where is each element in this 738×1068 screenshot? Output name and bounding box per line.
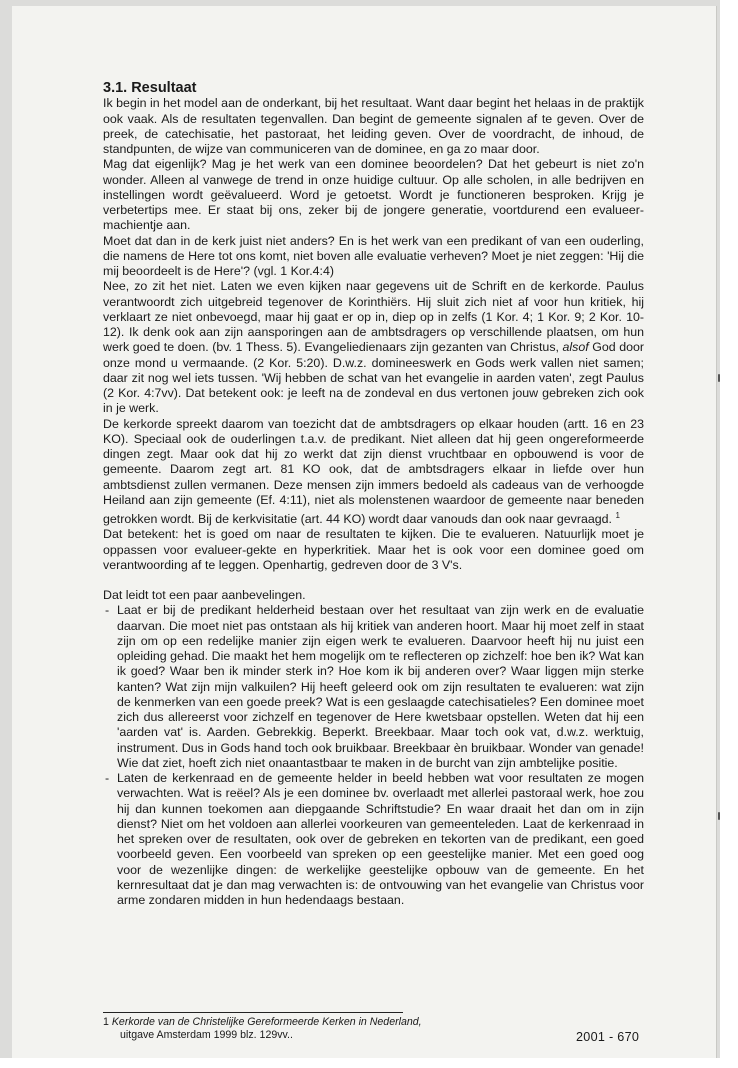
list-item: - Laten de kerkenraad en de gemeente helder in beeld hebben wat voor resultaten ze mogen verwachten. Wat is reëel? Als je een dominee bv. overlaadt met allerlei pastoraal werk, hoe zou hij dan kunnen toekomen aan diepgaande Schriftstudie? En waar draait het dan om in zijn dienst? Niet om het voldoen aan allerlei voorkeuren van gemeenteleden. Laat de kerkenraad in het spreken over de resultaten, ook over de gebreken en tekorten van de predikant, een goed voorbeeld geven. Een voorbeeld van spreken op een geestelijke manier. Met een goed oog voor de wezenlijke dingen: de werkelijke geestelijke opbouw van de gemeente. En het kernresultaat dat je dan mag verwachten is: de ontvouwing van het evangelie van Christus voor arme zondaren midden in hun hedendaags bestaan. bbox=[103, 771, 644, 908]
section-heading: 3.1. Resultaat bbox=[103, 80, 197, 96]
footnote bbox=[103, 1016, 422, 1042]
paragraph-gap bbox=[103, 573, 644, 588]
page-number: 2001 - 670 bbox=[576, 1030, 640, 1044]
paragraph-4 bbox=[103, 279, 644, 416]
paragraph-5 bbox=[103, 417, 644, 528]
emphasis-alsof: alsof bbox=[562, 340, 589, 355]
article-body bbox=[103, 81, 644, 908]
recommendations-intro: Dat leidt tot een paar aanbevelingen. bbox=[103, 588, 306, 603]
paragraph-3: Moet dat dan in de kerk juist niet anders? En is het werk van een predikant of van een ouderling, die namens de Here tot ons komt, niet boven alle evaluatie verheven? Moet je niet zeggen: 'Hij die mij beoordeelt is de Here'? (vgl. 1 Kor.4:4) bbox=[103, 233, 644, 278]
scan-speck bbox=[718, 812, 720, 820]
scan-edge-bottom bbox=[0, 1058, 738, 1068]
paragraph-6: Dat betekent: het is goed om naar de resultaten te kijken. Die te evalueren. Natuurlijk moet je oppassen voor evalueer-gekte en hyperkritiek. Maar het is ook voor een dominee goed om verantwoording af te leggen. Openhartig, gedreven door de 3 V's. bbox=[103, 527, 644, 572]
footnote-title: Kerkorde van de Christelijke Gereformeerde Kerken in Nederland, bbox=[111, 1016, 422, 1028]
footnote-publisher: uitgave Amsterdam 1999 blz. 129vv.. bbox=[120, 1029, 293, 1041]
list-item: - Laat er bij de predikant helderheid bestaan over het resultaat van zijn werk en de evaluatie daarvan. Die moet niet pas ontstaan als hij kritiek van anderen hoort. Maar hij moet zelf in staat zijn om op een redelijke manier zijn eigen werk te evalueren. Daarvoor heeft hij nu juist een opleiding gehad. Die maakt het hem mogelijk om te reflecteren op zichzelf: hoe ben ik? Wat kan ik goed? Waar ben ik minder sterk in? Hoe kom ik bij anderen over? Waar liggen mijn sterke kanten? Wat zijn mijn valkuilen? Hij heeft geleerd ook om zijn resultaten te evalueren: wat zijn de kenmerken van een goede preek? Wat is een geslaagde catechisatieles? Een dominee moet zich dus allereerst voor zichzelf en tegenover de Here kwetsbaar opstellen. Weten dat hij een 'aarden vat' is. Aarden. Gebrekkig. Beperkt. Breekbaar. Maar toch ook vat, d.w.z. werktuig, instrument. Dus in Gods hand toch ook bruikbaar. Breekbaar èn bruikbaar. Wonder van genade! Wie dat ziet, hoeft zich niet onaantastbaar te maken in de burcht van zijn ambtelijke positie. bbox=[103, 603, 644, 771]
footnote-divider bbox=[103, 1012, 403, 1013]
footnote-reference[interactable]: 1 bbox=[615, 511, 620, 520]
recommendations-list bbox=[103, 603, 644, 908]
paragraph-5-text: De kerkorde spreekt daarom van toezicht dat de ambtsdragers op elkaar houden (artt. 16 en 23 KO). Speciaal ook de ouderlingen t.a.v. de predikant. Niet alleen dat hij geen ongereformeerde dingen zegt. Maar ook dat hij zo werkt dat zijn dienst vruchtbaar en opbouwend is voor de gemeente. Daarom zegt art. 81 KO ook, dat de ambtsdragers elkaar in liefde over hun ambtsdienst zullen vermanen. Deze mensen zijn immers bedoeld als cadeaus van de verhoogde Heiland aan zijn gemeente (Ef. 4:11), niet als molenstenen waardoor de gemeente naar beneden getrokken wordt. Bij de kerkvisitatie (art. 44 KO) wordt daar vanouds dan ook naar gevraagd. bbox=[103, 416, 644, 527]
scan-edge-right bbox=[720, 0, 738, 1068]
paragraph-4-start: Nee, zo zit het niet. Laten we even kijken naar gegevens uit de Schrift en de kerkorde. Paulus verantwoordt zich uitgebreid tegenover de Korinthiërs. Hij sluit zich niet af voor hun kritiek, hij verklaart ze niet onbevoegd, maar hij gaat er op in, diep op in zelfs (1 Kor. 4; 1 Kor. 9; 2 Kor. 10-12). Ik denk ook aan zijn aansporingen aan de ambtsdragers op verschillende plaatsen, om hun werk goed te doen. (bv. 1 Thess. 5). Evangeliedienaars zijn gezanten van Christus, bbox=[103, 279, 644, 355]
paragraph-4-end: God door onze mond u vermaande. (2 Kor. 5:20). D.w.z. domineeswerk en Gods werk vallen niet samen; daar zit nog wel iets tussen. 'Wij hebben de schat van het evangelie in aarden vaten', zegt Paulus (2 Kor. 4:7vv). Dat betekent ook: je leeft na de zondeval en dus vertonen jouw gebreken zich ook in je werk. bbox=[103, 340, 644, 416]
paragraph-1: Ik begin in het model aan de onderkant, bij het resultaat. Want daar begint het helaas in de praktijk ook vaak. Als de resultaten tegenvallen. Dan begint de gemeente signalen af te geven. Over de preek, de catechisatie, het pastoraat, het leiding geven. Over de voordracht, de inhoud, de standpunten, de wijze van communiceren van de dominee, en ga zo maar door. bbox=[103, 96, 644, 156]
footnote-number: 1 bbox=[103, 1016, 109, 1028]
scan-speck bbox=[718, 374, 720, 382]
paragraph-2: Mag dat eigenlijk? Mag je het werk van een dominee beoordelen? Dat het gebeurt is niet zo'n wonder. Alleen al vanwege de trend in onze huidige cultuur. Op alle scholen, in alle bedrijven en instellingen wordt geëvalueerd. Word je getoetst. Wordt je functioneren besproken. Krijg je verbetertips mee. Er staat bij ons, zeker bij de jongere generatie, voortdurend een evalueer-machientje aan. bbox=[103, 157, 644, 233]
